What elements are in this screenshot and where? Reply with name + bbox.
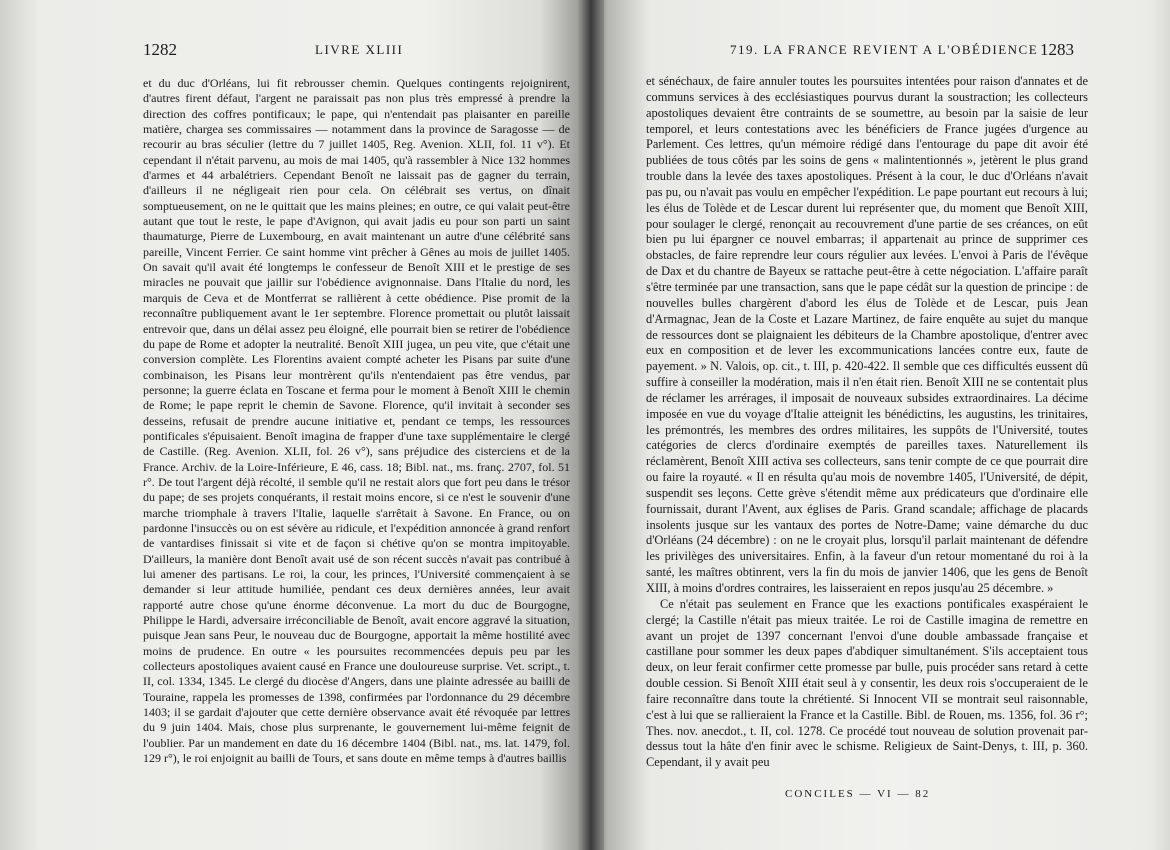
- running-head: LIVRE XLIII: [315, 42, 404, 57]
- page-number: 1283: [1040, 40, 1074, 59]
- body-text: [646, 74, 1088, 771]
- paragraph: et du duc d'Orléans, lui fit rebrousser chemin. Quelques contingents rejoignirent, d'autres firent défaut, l'argent ne paraissait pas non plus très empressé à prendre la direction des coffres pontificaux; le pape, qui n'entendait pas plaisanter en pareille matière, chargea ses commissaires — notamment dans la province de Saragosse — de recourir au bras séculier (lettre du 7 juillet 1405, Reg. Avenion. XLII, fol. 11 v°). Et cependant il n'était parvenu, au mois de mai 1405, qu'à rassembler à Nice 132 hommes d'armes et 44 arbalétriers. Cependant Benoît ne laissait pas de gagner du terrain, d'ailleurs il ne négligeait rien pour cela. On célébrait ses vertus, on dînait somptueusement, on ne le quittait que les mains pleines; en outre, ce qui valait peut-être autant que tout le reste, le pape d'Avignon, qui avait jadis eu pour son parti un saint thaumaturge, Pierre de Luxembourg, en avait maintenant un autre d'une célébrité sans pareille, Vincent Ferrier. Ce saint homme vint prêcher à Gênes au mois de juillet 1405. On savait qu'il avait été longtemps le confesseur de Benoît XIII et le prestige de ses miracles ne pouvait que jaillir sur l'obédience avignonnaise. Dans l'Italie du nord, les marquis de Ceva et de Montferrat se rallièrent à cette obédience. Pise promit de la reconnaître publiquement avant le 1er septembre. Florence promettait ou plutôt laissait entrevoir que, dans un délai assez peu éloigné, elle pourrait bien se retirer de l'obédience du pape de Rome et adopter la neutralité. Benoît XIII jugea, un peu vite, que c'était une conversion complète. Les Florentins avaient compté acheter les Pisans par suite d'une combinaison, les Pisans leur montrèrent qu'ils n'entendaient pas être vendus, par personne; la guerre éclata en Toscane et ferma pour le moment à Benoît XIII le chemin de Rome; le pape reprit le chemin de Savone. Florence, qu'il invitait à seconder ses desseins, refusait de prendre aucune initiative et, pendant ce temps, les ressources pontificales s'épuisaient. Benoît imagina de frapper d'une taxe supplémentaire le clergé de Castille. (Reg. Avenion. XLII, fol. 26 v°), sans préjudice des cisterciens et de la France. Archiv. de la Loire-Inférieure, E 46, cass. 18; Bibl. nat., ms. franç. 2707, fol. 51 r°. De tout l'argent déjà récolté, il semble qu'il ne restait alors que fort peu dans le trésor du pape; de ses projets conquérants, il restait moins encore, si ce n'est le souvenir d'une marche triomphale à travers l'Italie, laquelle s'arrêtait à Savone. En France, ou on pardonne l'insuccès ou on est sévère au ridicule, et l'expédition annoncée à grand renfort de vantardises finissait si vite et de façon si chétive qu'on se montra impitoyable. D'ailleurs, la manière dont Benoît avait usé de son récent succès n'avait pas contribué à lui amener des partisans. Le roi, la cour, les princes, l'Université commençaient à se demander si leur attitude humiliée, pendant ces deux dernières années, leur avait rapporté autre chose qu'une énorme déconvenue. La mort du duc de Bourgogne, Philippe le Hardi, adversaire irréconciliable de Benoît, avait encore aggravé la situation, puisque Jean sans Peur, le nouveau duc de Bourgogne, apportait la même hostilité avec moins de prudence. En outre « les poursuites recommencées depuis peu par les collecteurs apostoliques avaient causé en France une douloureuse surprise. Vet. script., t. II, col. 1334, 1345. Le clergé du diocèse d'Angers, dans une plainte adressée au bailli de Touraine, rappela les promesses de 1398, confirmées par l'ordonnance du 29 décembre 1403; il se gardait d'ajouter que cette dernière observance avait été révoquée par lettres du 9 juin 1404. Mais, chose plus surprenante, le gouvernement lui-même feignit de l'oublier. Par un mandement en date du 16 décembre 1404 (Bibl. nat., ms. lat. 1479, fol. 129 r°), le roi enjoignit au bailli de Tours, et sans doute en même temps à d'autres baillis: [143, 76, 570, 766]
- paragraph: Ce n'était pas seulement en France que les exactions pontificales exaspéraient le clergé; la Castille n'était pas mieux traitée. Le roi de Castille imagina de remettre en avant un projet de 1397 concernant l'envoi d'une double ambassade française et castillane pour sommer les deux papes d'abdiquer simultanément. S'ils acceptaient tous deux, on leur ferait confirmer cette promesse par bulle, puis procéder sans retard à cette double cession. Si Benoît XIII était seul à y consentir, les deux rois s'occuperaient de le faire reconnaître dans toute la chrétienté. Si Innocent VII se montrait seul raisonnable, c'est à lui que se rallieraient la France et la Castille. Bibl. de Rouen, ms. 1356, fol. 36 r°; Thes. nov. anecdot., t. II, col. 1278. Ce procédé tout nouveau de solution provenait par-dessus tout la hâte d'en finir avec le schisme. Religieux de Saint-Denys, t. III, p. 360. Cependant, il y avait peu: [646, 596, 1088, 770]
- body-text: [143, 76, 570, 766]
- paragraph: et sénéchaux, de faire annuler toutes les poursuites intentées pour raison d'annates et de communs services à des ecclésiastiques pourvus durant la soustraction; les collecteurs apostoliques devaient être contraints de se soumettre, au besoin par la saisie de leur temporel, et leurs contestations avec les bénéficiers de France jugées d'urgence au Parlement. Ces lettres, qu'un mémoire rédigé dans l'entourage du pape dit avoir été publiées de tous côtés par les soins de gens « malintentionnés », jetèrent le plus grand trouble dans la levée des taxes apostoliques. Présent à la cour, le duc d'Orléans n'avait pas pu, ou n'avait pas voulu en empêcher l'expédition. Le pape pourtant eut recours à lui; les élus de Tolède et de Lescar durent lui représenter que, du moment que Benoît XIII, pour soulager le clergé, renonçait au recouvrement d'une partie de ses créances, on eût bien pu lui épargner ce nouvel embarras; il appartenait au prince de supprimer ces obstacles, de faire reprendre leur cours régulier aux levées. L'envoi à Paris de l'évêque de Dax et du chantre de Bayeux se rattache peut-être à cette négociation. L'affaire paraît s'être terminée par une transaction, sans que le pape cédât sur la question de principe : de nouvelles bulles chargèrent d'abord les élus de Tolède et de Lescar, puis Jean d'Armagnac, Jean de la Coste et Lazare Martinez, de faire enquête au sujet du manque de ressources dont se plaignaient les débiteurs de la Chambre apostolique, d'entrer avec eux en composition et de lever les excommunications lancées contre eux, faute de payement. » N. Valois, op. cit., t. III, p. 420-422. Il semble que ces difficultés eussent dû suffire à conseiller la modération, mais il n'en était rien. Benoît XIII ne se contentait plus de réclamer les arrérages, il imposait de nouveaux subsides extraordinaires. La décime imposée en vue du voyage d'Italie atteignit les bénédictins, les augustins, les trinitaires, les prémontrés, les membres des ordres militaires, les suppôts de l'Université, toutes catégories de clercs d'ordinaire exemptés de pareilles taxes. Naturellement ils réclamèrent, Benoît XIII activa ses collecteurs, sans tenir compte de ce que pourrait dire ou faire la royauté. « Il en résulta qu'au mois de novembre 1405, l'Université, de dépit, suspendit ses leçons. Cette grève s'étendit même aux prédicateurs que d'ordinaire elle fournissait, durant l'Avent, aux églises de Paris. Grand scandale; affichage de placards insolents jusque sur les vantaux des portes de Notre-Dame; vaine démarche du duc d'Orléans (24 décembre) : on ne le croyait plus, lorsqu'il parlait maintenant de défendre les privilèges des universitaires. Enfin, à la faveur d'un retour momentané du roi à la santé, les maîtres obtinrent, vers la fin du mois de janvier 1406, que les gens de Benoît XIII, à moins d'ordres contraires, les laisseraient en repos jusqu'au 25 décembre. »: [646, 74, 1088, 595]
- right-page: [590, 0, 1170, 850]
- signature-footer: CONCILES — VI — 82: [785, 788, 931, 800]
- page-number: 1282: [143, 40, 177, 59]
- running-head: 719. LA FRANCE REVIENT A L'OBÉDIENCE: [730, 42, 1039, 57]
- book-gutter: [578, 0, 604, 850]
